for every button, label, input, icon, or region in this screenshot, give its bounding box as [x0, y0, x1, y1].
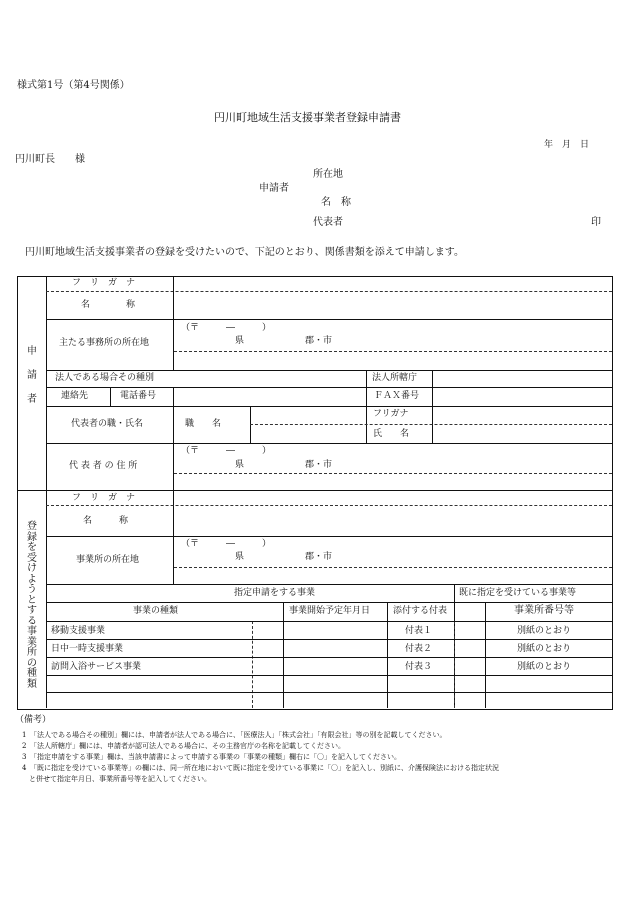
- s1-position-label: 職 名: [185, 419, 222, 429]
- note-3: 3 「指定申請をする事業」欄は、当該申請書によって申請する事業の「事業の種類」欄右に「〇」を記入してください。: [22, 753, 401, 761]
- addressee: 円川町長 様: [15, 154, 85, 165]
- notes-list: [22, 730, 617, 785]
- note-4-cont: と併せて指定年月日、事業所番号等を記入してください。: [22, 775, 211, 783]
- s1-rep-pref: 県: [235, 460, 245, 470]
- date-line: 年 月 日: [544, 140, 590, 150]
- row3-number: 別紙のとおり: [517, 662, 572, 672]
- application-form-table: [17, 276, 613, 710]
- s1-corp-authority-label: 法人所轄庁: [372, 373, 418, 383]
- s2-county: 郡・市: [305, 552, 333, 562]
- applicant-address-label: 所在地: [313, 169, 343, 180]
- s1-phone-label: 電話番号: [120, 391, 157, 401]
- row2-type: 日中一時支援事業: [51, 644, 124, 654]
- s1-pref: 県: [235, 336, 245, 346]
- s1-postal: （〒 ― ）: [181, 323, 272, 333]
- section1-vertical-label: 申 請 者: [27, 346, 37, 405]
- statement: 円川町地域生活支援事業者の登録を受けたいので、下記のとおり、関係書類を添えて申請します。: [25, 247, 464, 258]
- notes-title: （備考）: [15, 715, 52, 725]
- form-number: 様式第1号（第4号関係）: [17, 80, 130, 91]
- s2-postal: （〒 ― ）: [181, 539, 272, 549]
- col-attachment: 添付する付表: [393, 606, 448, 616]
- col-business-type: 事業の種類: [133, 606, 179, 616]
- s1-fax-label: ＦＡＸ番号: [374, 391, 420, 401]
- seal-mark: 印: [591, 217, 601, 228]
- row3-type: 訪問入浴サービス事業: [51, 662, 142, 672]
- row2-number: 別紙のとおり: [517, 644, 572, 654]
- applicant-label: 申請者: [259, 183, 289, 194]
- s1-office-address-label: 主たる事務所の所在地: [59, 338, 150, 348]
- s2-name-label: 名 称: [83, 516, 129, 526]
- row1-type: 移動支援事業: [51, 626, 106, 636]
- s1-contact-label: 連絡先: [61, 391, 89, 401]
- col-start-date: 事業開始予定年月日: [289, 606, 371, 616]
- s1-rep-title-name-label: 代表者の職・氏名: [71, 419, 144, 429]
- note-4: 4 「既に指定を受けている事業等」の欄には、同一所在地において既に指定を受けている事業に「〇」を記入し、別紙に、介護保険法における指定状況: [22, 764, 499, 772]
- s2-office-address-label: 事業所の所在地: [76, 555, 140, 565]
- page-title: 円川町地域生活支援事業者登録申請書: [214, 111, 401, 124]
- s1-corp-type-label: 法人である場合その種別: [55, 373, 155, 383]
- row3-attach: 付表３: [405, 662, 433, 672]
- applicant-name-label: 名 称: [321, 197, 351, 208]
- s2-furigana-label: フ リ ガ ナ: [72, 493, 136, 503]
- note-1: 1 「法人である場合その種別」欄には、申請者が法人である場合に、「医療法人」「株式会社」「有限会社」等の別を記載してください。: [22, 731, 447, 739]
- s1-rep-county: 郡・市: [305, 460, 333, 470]
- note-2: 2 「法人所轄庁」欄には、申請者が認可法人である場合に、その主務官庁の名称を記載してください。: [22, 742, 345, 750]
- row1-number: 別紙のとおり: [517, 626, 572, 636]
- s1-rep-address-label: 代 表 者 の 住 所: [69, 461, 138, 471]
- section2-vertical-label: 登 録 を 受 け よ う と す る 事 業 所 の 種 類: [27, 521, 37, 690]
- s1-furigana-label: フ リ ガ ナ: [72, 278, 136, 288]
- s1-furigana2-label: フリガナ: [373, 409, 409, 419]
- row1-attach: 付表１: [405, 626, 433, 636]
- s1-full-name-label: 氏 名: [373, 429, 410, 439]
- designated-header: 指定申請をする事業: [234, 588, 316, 598]
- s1-rep-postal: （〒 ― ）: [181, 446, 272, 456]
- s1-county: 郡・市: [305, 336, 333, 346]
- applicant-rep-label: 代表者: [313, 217, 343, 228]
- col-office-number: 事業所番号等: [514, 605, 574, 616]
- already-designated-header: 既に指定を受けている事業等: [459, 588, 577, 598]
- s1-name-label: 名 称: [81, 300, 136, 310]
- row2-attach: 付表２: [405, 644, 433, 654]
- s2-pref: 県: [235, 552, 245, 562]
